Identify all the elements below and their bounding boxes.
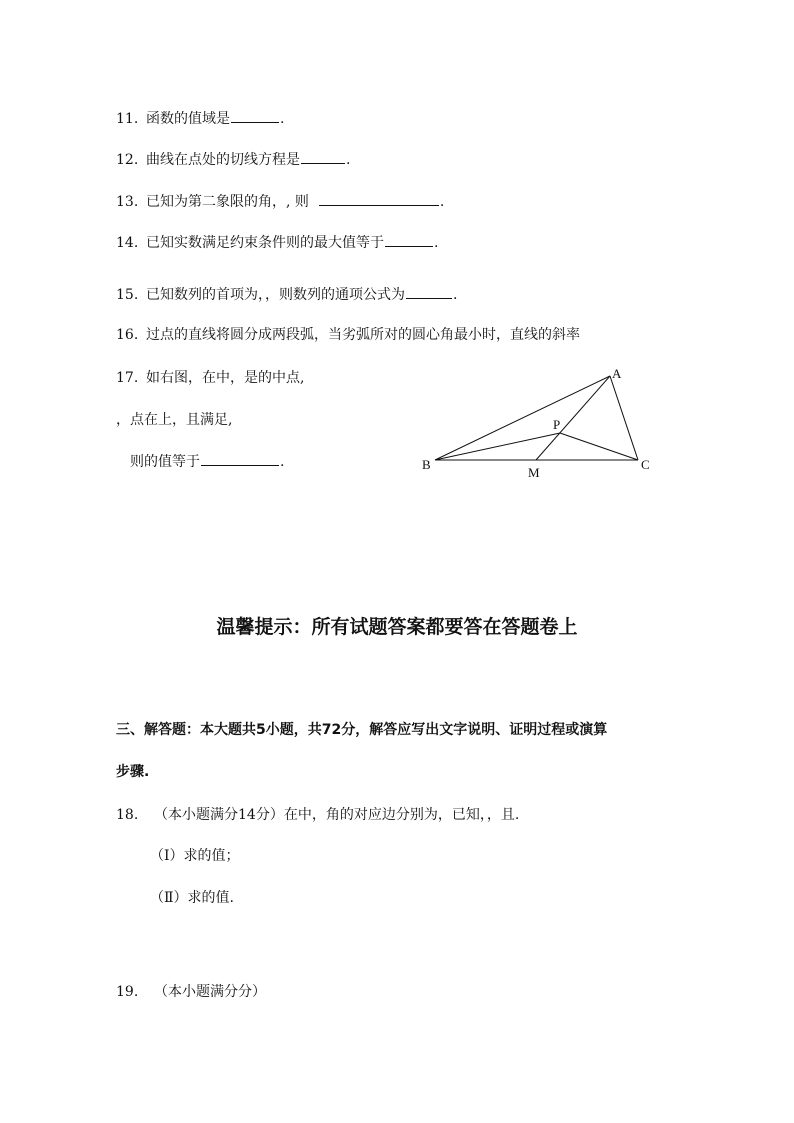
question-16 <box>116 325 580 345</box>
label-p: P <box>553 417 561 432</box>
question-tail: . <box>439 194 445 210</box>
answer-blank <box>231 108 279 123</box>
answer-blank <box>301 149 345 164</box>
label-c: C <box>641 457 650 472</box>
answer-blank <box>319 191 439 206</box>
question-text: 已知实数满足约束条件则的最大值等于 <box>146 235 384 251</box>
question-19 <box>116 982 266 1002</box>
question-18-part2 <box>150 888 234 908</box>
question-text: 过点的直线将圆分成两段弧，当劣弧所对的圆心角最小时，直线的斜率 <box>146 327 580 343</box>
triangle-figure <box>410 362 670 482</box>
question-12 <box>116 149 350 170</box>
question-number: 11. <box>116 111 139 127</box>
label-b: B <box>422 457 431 472</box>
label-m: M <box>528 465 540 480</box>
section-heading-line1: 三、解答题：本大题共5小题，共72分，解答应写出文字说明、证明过程或演算 <box>116 722 608 738</box>
answer-blank <box>406 284 452 299</box>
reminder-tip: 温馨提示：所有试题答案都要答在答题卷上 <box>216 616 578 638</box>
question-tail: . <box>346 152 351 168</box>
question-text: ，点在上，且满足, <box>116 412 233 428</box>
answer-blank <box>201 451 279 466</box>
question-tail: . <box>280 111 285 127</box>
question-14 <box>116 232 438 253</box>
question-17-line3 <box>130 451 284 472</box>
question-text: 已知为第二象限的角，, 则 <box>146 194 309 210</box>
question-number: 18. <box>116 807 139 823</box>
segment-pc <box>560 433 638 460</box>
label-a: A <box>612 366 622 381</box>
question-text: 如右图，在中，是的中点, <box>146 370 305 386</box>
section-heading <box>116 720 607 740</box>
question-text: （本小题满分14分）在中，角的对应边分别为，已知，，且. <box>154 807 520 823</box>
question-15 <box>116 284 457 305</box>
segment-ac <box>610 376 638 460</box>
question-18 <box>116 805 519 825</box>
question-number: 14. <box>116 235 139 251</box>
question-text: （本小题满分分） <box>154 984 266 1000</box>
question-text: 曲线在点处的切线方程是 <box>146 152 300 168</box>
question-number: 12. <box>116 152 139 168</box>
question-text: 已知数列的首项为，，则数列的通项公式为 <box>146 287 405 303</box>
question-tail: . <box>280 454 285 470</box>
question-18-part1 <box>150 846 240 866</box>
question-number: 17. <box>116 370 139 386</box>
question-text: 则的值等于 <box>130 454 200 470</box>
section-heading-line2: 步骤. <box>116 764 150 780</box>
section-heading-cont <box>116 762 149 782</box>
question-17-line2 <box>116 410 232 430</box>
question-13 <box>116 191 444 212</box>
segment-ba <box>435 376 610 460</box>
question-number: 13. <box>116 194 139 210</box>
segment-am <box>536 376 610 460</box>
question-tail: . <box>434 235 439 251</box>
question-number: 16. <box>116 327 139 343</box>
question-11 <box>116 108 284 129</box>
question-text: 函数的值域是 <box>146 111 230 127</box>
question-17 <box>116 368 304 388</box>
sub-question: （Ⅱ）求的值. <box>150 890 234 906</box>
question-tail: . <box>453 287 458 303</box>
sub-question: （Ⅰ）求的值； <box>150 848 240 864</box>
question-number: 15. <box>116 287 139 303</box>
answer-blank <box>385 232 433 247</box>
question-number: 19. <box>116 984 139 1000</box>
segment-bp <box>435 433 560 460</box>
